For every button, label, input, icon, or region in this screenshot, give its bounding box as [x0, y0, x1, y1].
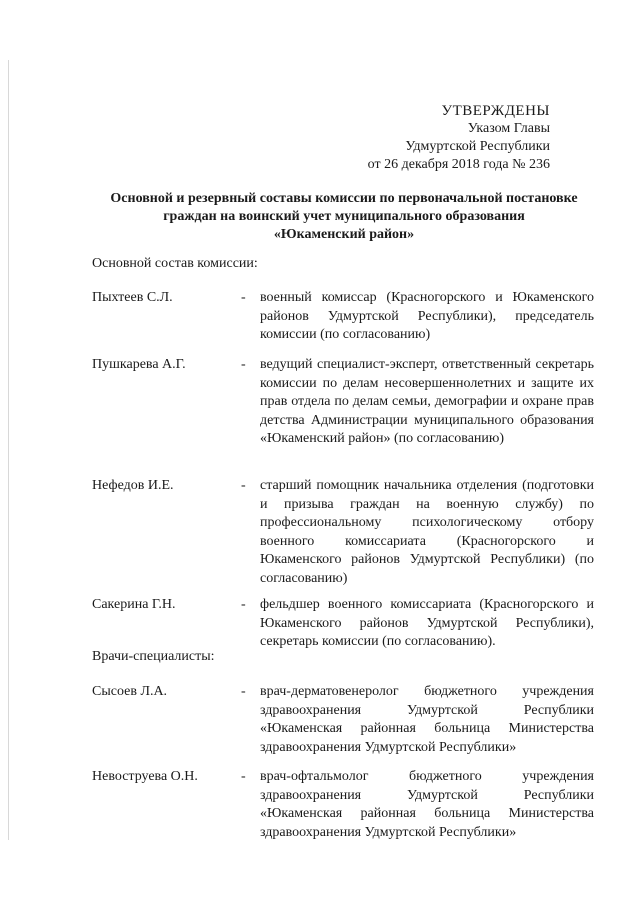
- document-title: [80, 190, 608, 244]
- member-entry: [92, 289, 594, 345]
- approved-label: УТВЕРЖДЕНЫ: [441, 103, 550, 119]
- title-line-2: граждан на воинский учет муниципального образования: [163, 209, 525, 224]
- member-entry: [92, 356, 594, 449]
- member-entry: [92, 477, 594, 588]
- specialist-dash: -: [241, 684, 246, 699]
- member-description: военный комиссар (Красногорского и Юкаменского районов Удмуртской Республики), председатель комиссии (по согласованию): [260, 290, 594, 342]
- member-name: Нефедов И.Е.: [92, 478, 174, 493]
- member-dash: -: [241, 478, 246, 493]
- member-name: Сакерина Г.Н.: [92, 597, 176, 612]
- approval-stamp: [300, 102, 550, 174]
- member-name: Пыхтеев С.Л.: [92, 290, 173, 305]
- specialists-heading: Врачи-специалисты:: [92, 649, 215, 664]
- specialist-entry: [92, 768, 594, 842]
- approval-line-date: от 26 декабря 2018 года № 236: [367, 157, 550, 172]
- scan-margin-line: [8, 60, 9, 840]
- specialist-dash: -: [241, 769, 246, 784]
- member-entry: [92, 596, 594, 652]
- approval-line-republic: Удмуртской Республики: [405, 139, 550, 154]
- specialist-description: врач-офтальмолог бюджетного учреждения здравоохранения Удмуртской Республики «Юкаменская районная больница Министерства здравоохранения Удмуртской Республики»: [260, 769, 594, 840]
- member-description: фельдшер военного комиссариата (Красногорского и Юкаменского районов Удмуртской Республики), секретарь комиссии (по согласованию).: [260, 597, 594, 649]
- member-description: старший помощник начальника отделения (подготовки и призыва граждан на военную службу) по профессиональному психологическому отбору военного комиссариата (Красногорского и Юкаменского районов Удмуртской Республики) (по согласованию): [260, 478, 594, 586]
- member-dash: -: [241, 597, 246, 612]
- title-line-3: «Юкаменский район»: [273, 227, 415, 242]
- specialist-description: врач-дерматовенеролог бюджетного учреждения здравоохранения Удмуртской Республики «Юкаменская районная больница Министерства здравоохранения Удмуртской Республики»: [260, 684, 594, 755]
- member-name: Пушкарева А.Г.: [92, 357, 186, 372]
- specialist-entry: [92, 683, 594, 757]
- approval-line-decree: Указом Главы: [467, 121, 550, 136]
- specialist-name: Невоструева О.Н.: [92, 769, 198, 784]
- specialist-name: Сысоев Л.А.: [92, 684, 168, 699]
- member-description: ведущий специалист-эксперт, ответственный секретарь комиссии по делам несовершеннолетних и защите их прав отдела по делам семьи, демографии и охране прав детства Администрации муниципального образования «Юкаменский район» (по согласованию): [260, 357, 594, 446]
- member-dash: -: [241, 290, 246, 305]
- member-dash: -: [241, 357, 246, 372]
- main-composition-heading: Основной состав комиссии:: [92, 256, 258, 271]
- title-line-1: Основной и резервный составы комиссии по первоначальной постановке: [110, 191, 578, 206]
